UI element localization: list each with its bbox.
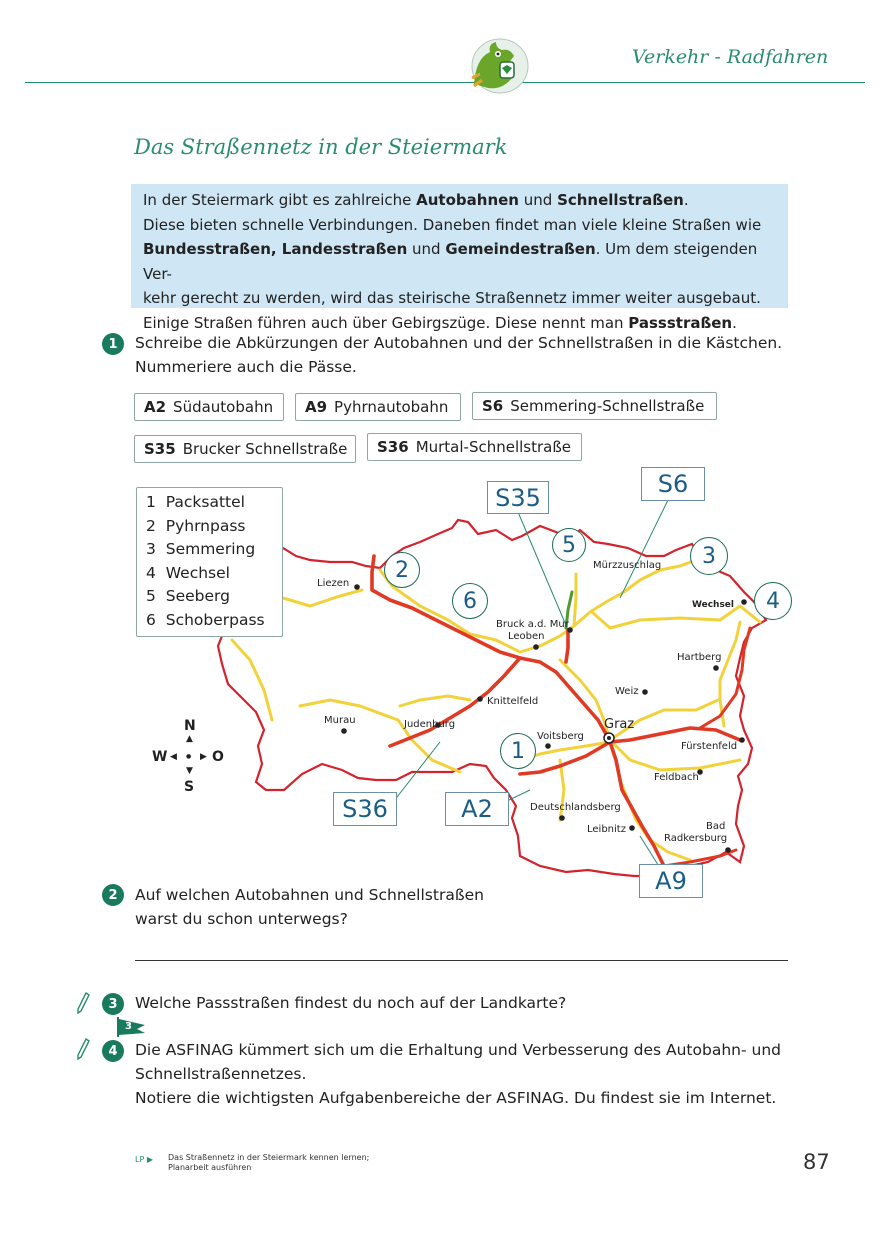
pass-item: 5 Seeberg [146,587,230,606]
intro-line-1: In der Steiermark gibt es zahlreiche Autobahnen und Schnellstraßen. [143,191,689,209]
answer-box-s36[interactable]: S36 [333,792,397,826]
city-knittelfeld: Knittelfeld [487,696,539,707]
header-title: Verkehr - Radfahren [632,46,829,68]
task-3-text: Welche Passstraßen findest du noch auf der Landkarte? [135,994,567,1012]
road-a2-pill: A2 Südautobahn [134,393,284,421]
city-leibnitz: Leibnitz [587,824,626,835]
city-hartberg: Hartberg [677,652,722,663]
page-number: 87 [803,1150,830,1174]
city-bad: Bad [706,821,726,832]
road-s35-pill: S35 Brucker Schnellstraße [134,435,356,463]
pass-item: 6 Schoberpass [146,610,265,629]
triangle-right-icon: ▶ [146,1155,153,1164]
pass-item: 3 Semmering [146,540,256,559]
city-judenburg: Judenburg [404,719,456,730]
arrow-down-icon: ▼ [186,766,193,776]
answer-line[interactable] [135,960,788,961]
intro-line-5: Einige Straßen führen auch über Gebirgszüge. Diese nennt man Passstraßen. [143,313,737,332]
pass-item: 2 Pyhrnpass [146,516,246,535]
city-feldbach: Feldbach [654,772,699,783]
pencil-icon [76,992,90,1014]
pass-item: 1 Packsattel [146,493,245,511]
intro-line-4: kehr gerecht zu werden, wird das steirische Straßennetz immer weiter ausgebaut. [143,289,761,307]
city-bruck: Bruck a.d. Mur [496,619,569,630]
arrow-left-icon: ◀ [170,752,177,762]
compass [152,718,226,798]
flag-badge-icon [115,1015,149,1039]
pass-mark-2[interactable]: 2 [384,552,420,588]
city-radkersburg: Radkersburg [664,833,728,844]
intro-line-2: Diese bieten schnelle Verbindungen. Daneben findet man viele kleine Straßen wie [143,215,762,234]
answer-box-s35[interactable]: S35 [487,481,549,514]
city-weiz: Weiz [615,686,639,697]
road-a9-pill: A9 Pyhrnautobahn [295,393,461,421]
pass-item: 4 Wechsel [146,563,230,582]
task-2-text: Auf welchen Autobahnen und Schnellstraßen warst du schon unterwegs? [135,886,484,928]
city-murau: Murau [324,715,356,726]
footer-note: Das Straßennetz in der Steiermark kennen lernen; Planarbeit ausführen [168,1153,370,1172]
city-graz: Graz [604,717,635,732]
answer-box-a9[interactable]: A9 [639,864,703,898]
task-2-number: 2 [102,884,124,906]
city-deutschlandsberg: Deutschlandsberg [530,802,621,813]
compass-north: N [184,718,196,734]
task-3-number: 3 [102,993,124,1015]
road-s36-pill: S36 Murtal-Schnellstraße [367,433,582,461]
task-4-number: 4 [102,1040,124,1062]
pencil-icon [76,1038,90,1060]
answer-box-a2[interactable]: A2 [445,792,509,826]
pass-mark-3[interactable]: 3 [690,537,728,575]
task-4-text: Die ASFINAG kümmert sich um die Erhaltung und Verbesserung des Autobahn- und Schnellstraßennetzes. Notiere die wichtigsten Aufgabenbereiche der ASFINAG. Du findest sie im Internet. [135,1041,781,1107]
city-voitsberg: Voitsberg [537,731,584,742]
road-s6-pill: S6 Semmering-Schnellstraße [472,392,717,420]
pass-mark-4[interactable]: 4 [754,582,792,620]
arrow-right-icon: ▶ [200,752,207,762]
city-fuerstenfeld: Fürstenfeld [681,741,738,752]
city-liezen: Liezen [317,578,350,589]
task-1-text: Schreibe die Abkürzungen der Autobahnen und der Schnellstraßen in die Kästchen. Nummeriere auch die Pässe. [135,334,783,376]
pass-mark-6[interactable]: 6 [452,583,488,619]
task-1-number: 1 [102,333,124,355]
city-wechsel: Wechsel [692,600,734,610]
city-leoben: Leoben [508,631,545,642]
compass-west: W [152,749,168,765]
pass-mark-5[interactable]: 5 [552,528,586,562]
flag-badge-level: 3 [125,1021,132,1032]
compass-east: O [212,749,224,765]
city-muerzzuschlag: Mürzzuschlag [593,560,662,571]
compass-center-icon: ● [186,753,192,760]
answer-box-s6[interactable]: S6 [641,467,705,501]
section-title: Das Straßennetz in der Steiermark [134,135,508,159]
intro-line-3: Bundesstraßen, Landesstraßen und Gemeindestraßen. Um dem steigenden Ver- [143,240,758,283]
pass-list [136,487,283,637]
pass-mark-1[interactable]: 1 [500,733,536,769]
footer-lp-label: LP ▶ [135,1155,153,1164]
arrow-up-icon: ▲ [186,734,193,744]
compass-south: S [184,779,195,795]
